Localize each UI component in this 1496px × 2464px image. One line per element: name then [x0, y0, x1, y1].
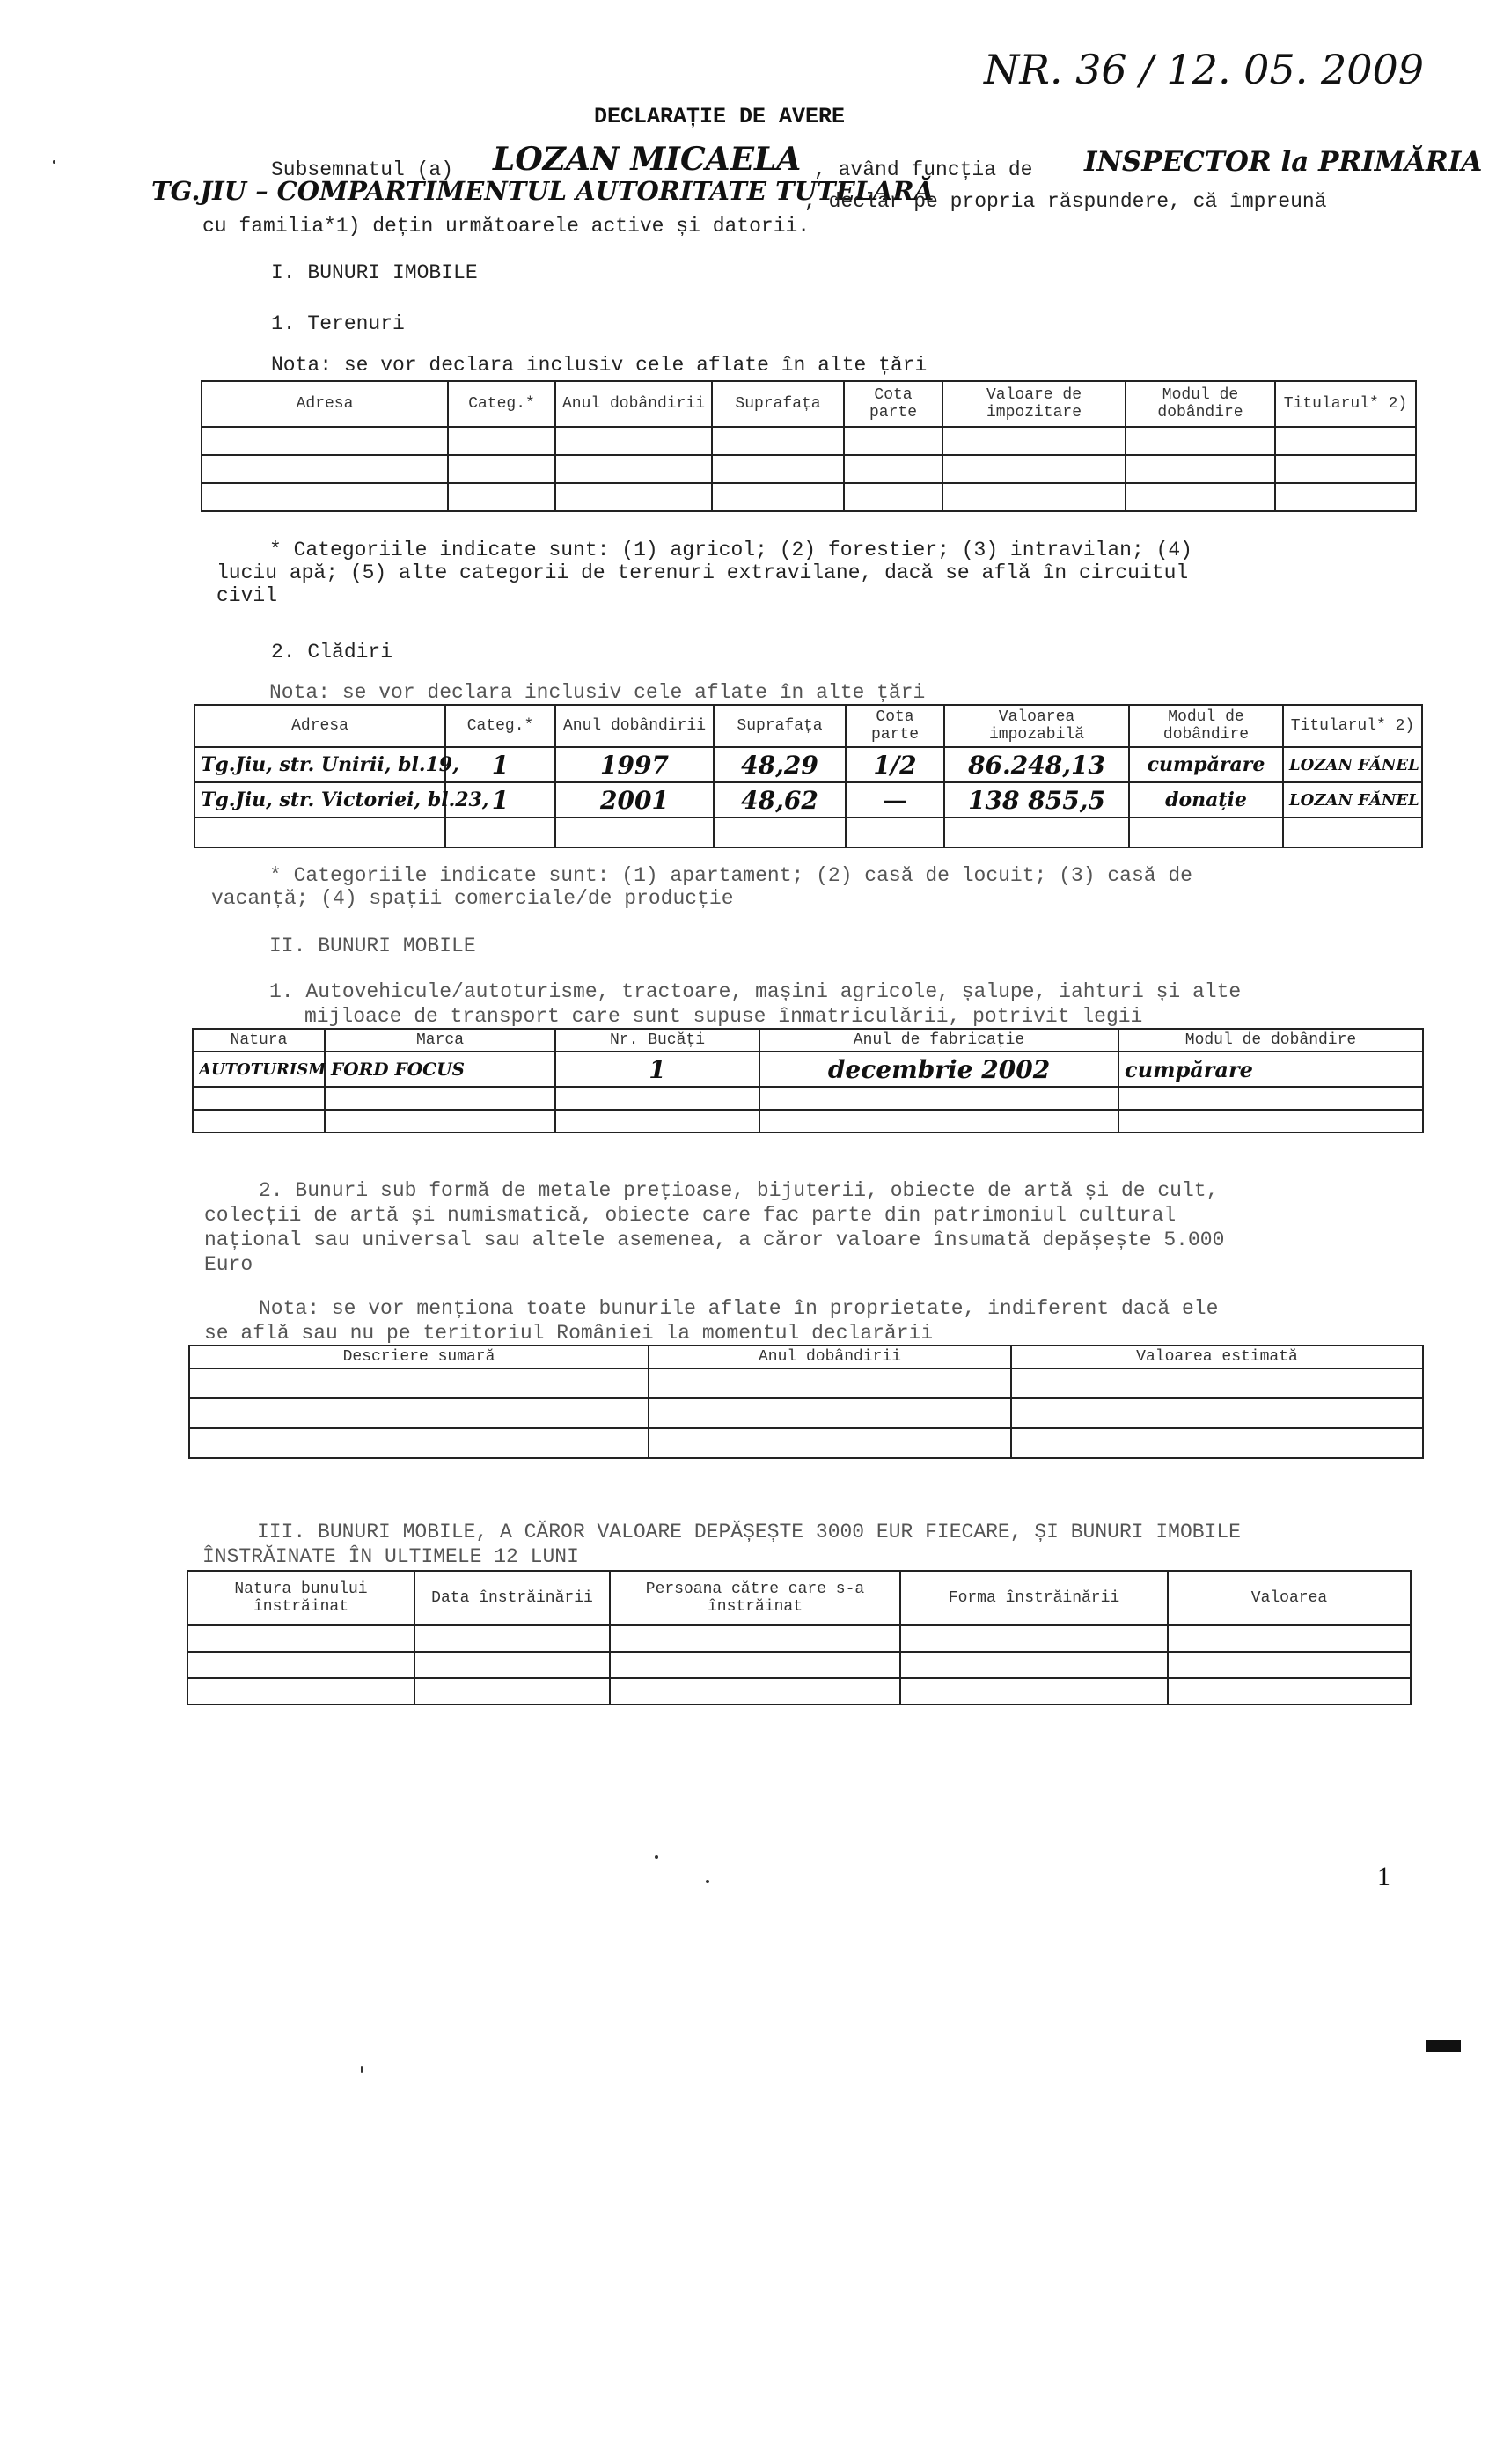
col-header: Valoarea estimată: [1011, 1346, 1423, 1368]
bunuri-valoare-table: [188, 1345, 1424, 1459]
cell-marca: FORD FOCUS: [325, 1052, 555, 1087]
cell-an: 2001: [555, 782, 714, 818]
vehicule-line2: mijloace de transport care sunt supuse înmatriculării, potrivit legii: [304, 1005, 1143, 1028]
cell-adresa: Tg.Jiu, str. Unirii, bl.19,: [194, 747, 445, 782]
cell-an-fabricatie: decembrie 2002: [759, 1052, 1118, 1087]
intro-line1-a: Subsemnatul (a): [271, 158, 454, 181]
table-row: [193, 1110, 1423, 1133]
page-number: 1: [1377, 1862, 1390, 1891]
col-header: Modul de dobândire: [1129, 705, 1283, 747]
table-row: [202, 455, 1416, 483]
col-header: Valoarea impozabilă: [944, 705, 1129, 747]
col-header: Persoana către care s-a înstrăinat: [610, 1571, 900, 1625]
col-header: Modul de dobândire: [1118, 1029, 1423, 1052]
table-row: [193, 1087, 1423, 1110]
vehicule-table: [192, 1028, 1424, 1133]
intro-line1-b: , având funcția de: [814, 158, 1033, 181]
col-header: Valoarea: [1168, 1571, 1411, 1625]
table-row: [202, 427, 1416, 455]
cladiri-footnote-1: * Categoriile indicate sunt: (1) apartament; (2) casă de locuit; (3) casă de: [269, 864, 1192, 887]
cladiri-table: [194, 704, 1423, 848]
instrainate-table: [187, 1570, 1412, 1705]
intro-line2-b: , declar pe propria răspundere, că împreună: [804, 190, 1327, 213]
registration-number: NR. 36 / 12. 05. 2009: [984, 46, 1425, 93]
section1-heading: I. BUNURI IMOBILE: [271, 261, 478, 284]
scan-speck: [361, 2066, 363, 2073]
section3-heading-line1: III. BUNURI MOBILE, A CĂROR VALOARE DEPĂȘEȘTE 3000 EUR FIECARE, ȘI BUNURI IMOBILE: [257, 1521, 1241, 1544]
section3-heading-line2: ÎNSTRĂINATE ÎN ULTIMELE 12 LUNI: [202, 1545, 579, 1568]
cell-mod: cumpărare: [1118, 1052, 1423, 1087]
col-header: Cota parte: [844, 381, 942, 427]
col-header: Adresa: [194, 705, 445, 747]
col-header: Descriere sumară: [189, 1346, 649, 1368]
terenuri-heading: 1. Terenuri: [271, 312, 405, 335]
col-header: Marca: [325, 1029, 555, 1052]
bunuri-valoare-line4: Euro: [204, 1253, 253, 1276]
scan-speck: [53, 160, 55, 164]
terenuri-footnote-2: luciu apă; (5) alte categorii de terenuri extravilane, dacă se află în circuitul: [216, 561, 1189, 584]
terenuri-table: [201, 380, 1417, 512]
cell-valoare: 86.248,13: [944, 747, 1129, 782]
col-header: Anul dobândirii: [555, 705, 714, 747]
cell-suprafata: 48,29: [714, 747, 846, 782]
cell-bucati: 1: [555, 1052, 759, 1087]
bunuri-note-line1: Nota: se vor menționa toate bunurile aflate în proprietate, indiferent dacă ele: [259, 1297, 1219, 1320]
table-row: [202, 483, 1416, 511]
col-header: Cota parte: [846, 705, 944, 747]
table-row: [194, 818, 1422, 847]
vehicule-line1: 1. Autovehicule/autoturisme, tractoare, mașini agricole, șalupe, iahturi și alte: [269, 980, 1242, 1003]
col-header: Data înstrăinării: [414, 1571, 610, 1625]
col-header: Adresa: [202, 381, 448, 427]
bunuri-note-line2: se află sau nu pe teritoriul României la momentul declarării: [204, 1322, 934, 1345]
table-row: [187, 1625, 1411, 1652]
cell-categ: 1: [445, 782, 555, 818]
cladiri-note: Nota: se vor declara inclusiv cele aflate în alte țări: [269, 681, 926, 704]
bunuri-valoare-line3: național sau universal sau altele asemenea, a căror valoare însumată depășește 5.000: [204, 1228, 1225, 1251]
cell-mod: donație: [1129, 782, 1283, 818]
col-header: Anul dobândirii: [649, 1346, 1011, 1368]
declarant-institution: TG.JIU – COMPARTIMENTUL AUTORITATE TUTELARĂ: [151, 176, 935, 206]
terenuri-footnote-1: * Categoriile indicate sunt: (1) agricol; (2) forestier; (3) intravilan; (4): [269, 539, 1192, 561]
declarant-name: LOZAN MICAELA: [493, 141, 802, 178]
intro-line3: cu familia*1) dețin următoarele active și datorii.: [202, 215, 810, 238]
col-header: Titularul* 2): [1275, 381, 1416, 427]
cell-cota: —: [846, 782, 944, 818]
col-header: Titularul* 2): [1283, 705, 1422, 747]
scan-speck: [655, 1855, 658, 1859]
table-row: [194, 747, 1422, 782]
table-row: [189, 1368, 1423, 1398]
cell-suprafata: 48,62: [714, 782, 846, 818]
table-row: [189, 1428, 1423, 1458]
table-row: [187, 1678, 1411, 1705]
section2-heading: II. BUNURI MOBILE: [269, 935, 476, 957]
col-header: Suprafața: [712, 381, 844, 427]
col-header: Nr. Bucăți: [555, 1029, 759, 1052]
col-header: Natura: [193, 1029, 325, 1052]
col-header: Anul de fabricație: [759, 1029, 1118, 1052]
document-title: DECLARAȚIE DE AVERE: [594, 104, 846, 129]
table-row: [194, 782, 1422, 818]
table-row: [187, 1652, 1411, 1678]
cell-an: 1997: [555, 747, 714, 782]
col-header: Anul dobândirii: [555, 381, 712, 427]
cell-categ: 1: [445, 747, 555, 782]
cladiri-footnote-2: vacanță; (4) spații comerciale/de producție: [211, 887, 734, 910]
cell-titular: LOZAN FĂNEL: [1283, 782, 1422, 818]
bunuri-valoare-line2: colecții de artă și numismatică, obiecte care fac parte din patrimoniul cultural: [204, 1204, 1177, 1227]
col-header: Modul de dobândire: [1126, 381, 1275, 427]
cell-titular: LOZAN FĂNEL: [1283, 747, 1422, 782]
scan-speck: [706, 1880, 709, 1883]
col-header: Suprafața: [714, 705, 846, 747]
col-header: Categ.*: [448, 381, 555, 427]
cell-natura: AUTOTURISM: [193, 1052, 325, 1087]
col-header: Forma înstrăinării: [900, 1571, 1168, 1625]
declarant-function: INSPECTOR la PRIMĂRIA: [1084, 146, 1483, 178]
col-header: Valoare de impozitare: [942, 381, 1126, 427]
cladiri-heading: 2. Clădiri: [271, 641, 393, 664]
scan-mark: [1426, 2040, 1461, 2052]
col-header: Natura bunului înstrăinat: [187, 1571, 414, 1625]
cell-mod: cumpărare: [1129, 747, 1283, 782]
cell-adresa: Tg.Jiu, str. Victoriei, bl.23,: [194, 782, 445, 818]
cell-cota: 1/2: [846, 747, 944, 782]
terenuri-note: Nota: se vor declara inclusiv cele aflate în alte țări: [271, 354, 928, 377]
terenuri-footnote-3: civil: [216, 584, 278, 607]
cell-valoare: 138 855,5: [944, 782, 1129, 818]
table-row: [189, 1398, 1423, 1428]
table-row: [193, 1052, 1423, 1087]
col-header: Categ.*: [445, 705, 555, 747]
bunuri-valoare-line1: 2. Bunuri sub formă de metale prețioase, bijuterii, obiecte de artă și de cult,: [259, 1179, 1219, 1202]
